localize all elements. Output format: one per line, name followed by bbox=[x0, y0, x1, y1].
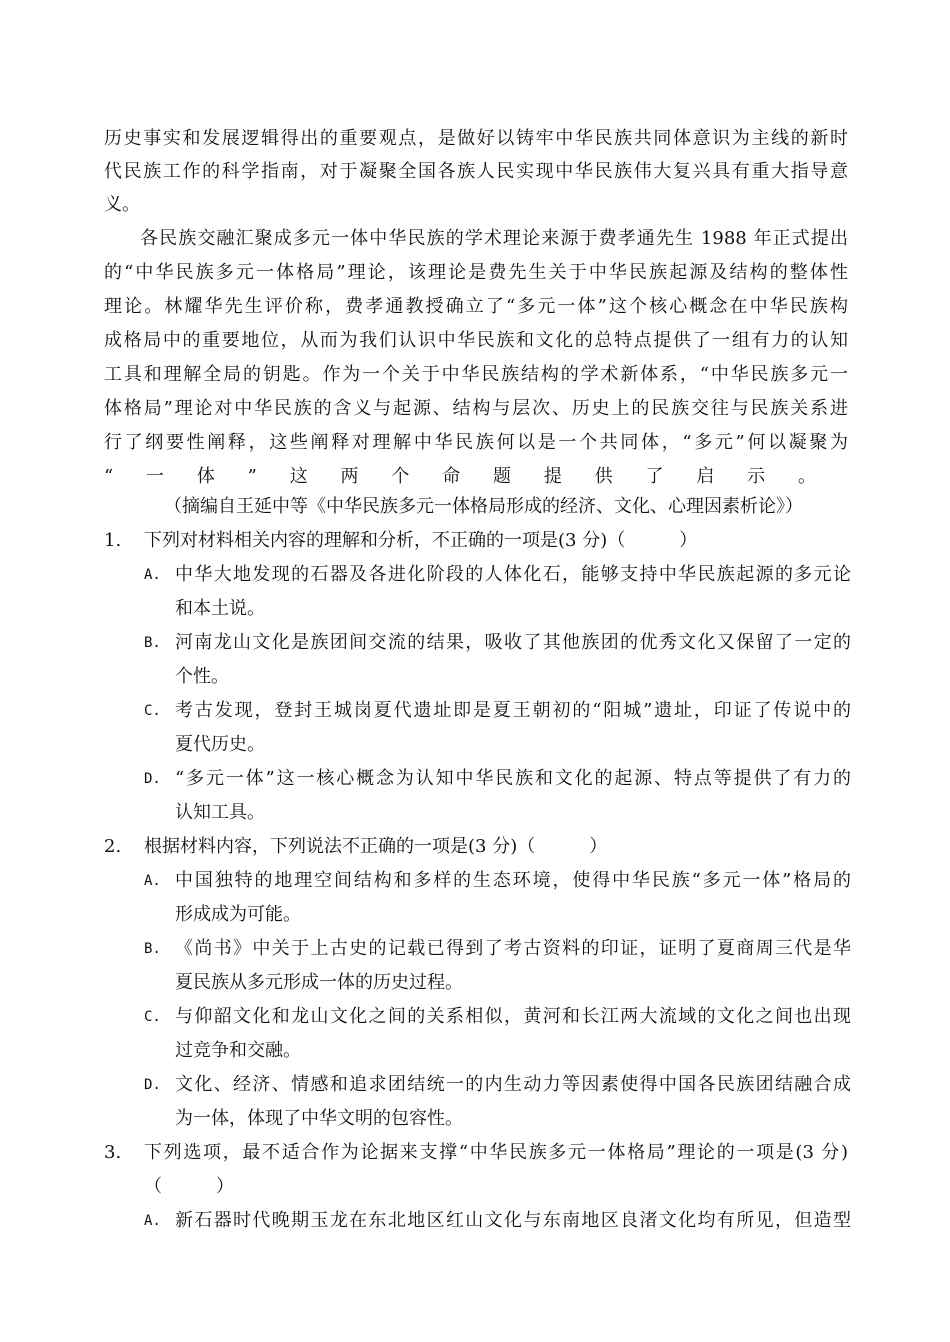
option-text: 认知工具。 bbox=[175, 802, 265, 823]
option-label: A. bbox=[144, 1213, 161, 1229]
question-stem: 下列对材料相关内容的理解和分析，不正确的一项是(3 分)（ ） bbox=[144, 530, 698, 551]
option-label: B. bbox=[144, 941, 161, 957]
option-text: 为一体，体现了中华文明的包容性。 bbox=[175, 1108, 463, 1129]
option-label: B. bbox=[144, 635, 161, 651]
passage-line: “一体”这两个命题提供了启示。 bbox=[104, 466, 816, 487]
option-text: 考古发现，登封王城岗夏代遗址即是夏王朝初的“阳城”遗址，印证了传说中的 bbox=[175, 700, 851, 721]
question-stem-continuation: （ ） bbox=[144, 1176, 234, 1197]
option-label: C. bbox=[144, 703, 161, 719]
option-text: 夏民族从多元形成一体的历史过程。 bbox=[175, 972, 463, 993]
option-text: 文化、经济、情感和追求团结统一的内生动力等因素使得中国各民族团结融合成 bbox=[175, 1074, 851, 1095]
passage-line: 的“中华民族多元一体格局”理论，该理论是费先生关于中华民族起源及结构的整体性 bbox=[104, 262, 848, 283]
question-number: 3. bbox=[104, 1142, 122, 1163]
option-text: 中华大地发现的石器及各进化阶段的人体化石，能够支持中华民族起源的多元论 bbox=[175, 564, 851, 585]
passage-line: 理论。林耀华先生评价称，费孝通教授确立了“多元一体”这个核心概念在中华民族构 bbox=[104, 296, 848, 317]
passage-line: 体格局”理论对中华民族的含义与起源、结构与层次、历史上的民族交往与民族关系进 bbox=[104, 398, 848, 419]
passage-line: 历史事实和发展逻辑得出的重要观点，是做好以铸牢中华民族共同体意识为主线的新时 bbox=[104, 128, 848, 149]
option-text: 中国独特的地理空间结构和多样的生态环境，使得中华民族“多元一体”格局的 bbox=[175, 870, 851, 891]
option-label: D. bbox=[144, 771, 161, 787]
option-label: D. bbox=[144, 1077, 161, 1093]
option-text: 新石器时代晚期玉龙在东北地区红山文化与东南地区良渚文化均有所见，但造型 bbox=[175, 1210, 851, 1231]
option-label: A. bbox=[144, 567, 161, 583]
option-text: 河南龙山文化是族团间交流的结果，吸收了其他族团的优秀文化又保留了一定的 bbox=[175, 632, 851, 653]
passage-line: 工具和理解全局的钥匙。作为一个关于中华民族结构的学术新体系，“中华民族多元一 bbox=[104, 364, 848, 385]
question-number: 2. bbox=[104, 836, 122, 857]
option-text: 过竞争和交融。 bbox=[175, 1040, 301, 1061]
option-text: 形成成为可能。 bbox=[175, 904, 301, 925]
passage-line: 义。 bbox=[104, 194, 140, 215]
passage-line: 成格局中的重要地位，从而为我们认识中华民族和文化的总特点提供了一组有力的认知 bbox=[104, 330, 848, 351]
option-text: 和本土说。 bbox=[175, 598, 265, 619]
passage-line: 各民族交融汇聚成多元一体中华民族的学术理论来源于费孝通先生 1988 年正式提出 bbox=[140, 228, 848, 249]
passage-line: 代民族工作的科学指南，对于凝聚全国各族人民实现中华民族伟大复兴具有重大指导意 bbox=[104, 161, 848, 182]
option-text: 《尚书》中关于上古史的记载已得到了考古资料的印证，证明了夏商周三代是华 bbox=[175, 938, 851, 959]
option-text: 与仰韶文化和龙山文化之间的关系相似，黄河和长江两大流域的文化之间也出现 bbox=[175, 1006, 851, 1027]
source-citation: （摘编自王延中等《中华民族多元一体格局形成的经济、文化、心理因素析论》） bbox=[164, 496, 803, 517]
option-text: “多元一体”这一核心概念为认知中华民族和文化的起源、特点等提供了有力的 bbox=[175, 768, 851, 789]
question-stem: 下列选项，最不适合作为论据来支撑“中华民族多元一体格局”理论的一项是(3 分) bbox=[144, 1142, 848, 1163]
option-text: 个性。 bbox=[175, 666, 229, 687]
option-label: A. bbox=[144, 873, 161, 889]
option-text: 夏代历史。 bbox=[175, 734, 265, 755]
question-number: 1. bbox=[104, 530, 122, 551]
option-label: C. bbox=[144, 1009, 161, 1025]
passage-line: 行了纲要性阐释，这些阐释对理解中华民族何以是一个共同体，“多元”何以凝聚为 bbox=[104, 432, 848, 453]
question-stem: 根据材料内容，下列说法不正确的一项是(3 分)（ ） bbox=[144, 836, 608, 857]
